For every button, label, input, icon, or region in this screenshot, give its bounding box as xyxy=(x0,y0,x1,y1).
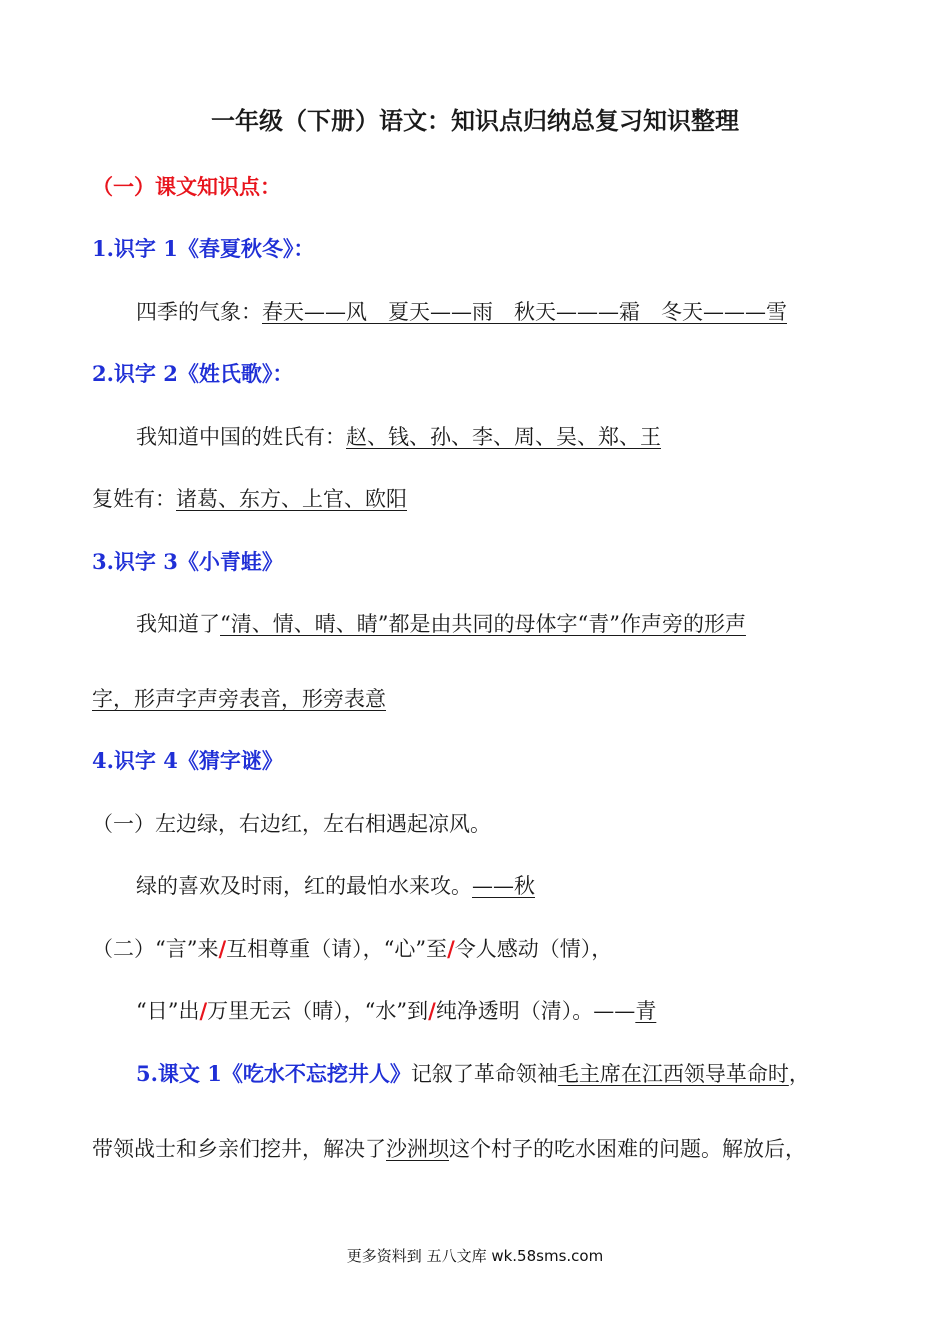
phonetic-line-1 xyxy=(136,610,746,638)
surnames-line xyxy=(136,423,661,451)
lesson-5-answer: 毛主席在江西领导革命时 xyxy=(557,1062,789,1086)
footer-source: 更多资料到 五八文库 wk.58sms.com xyxy=(346,1247,604,1265)
lesson-5-text: 记叙了革命领袖 xyxy=(410,1062,558,1086)
riddle-2-line-1 xyxy=(92,935,612,963)
lesson-5-line-1 xyxy=(136,1060,810,1088)
phonetic-line-2 xyxy=(92,685,386,713)
section-heading: （一）课文知识点： xyxy=(92,174,281,199)
riddle-2-answer: 青 xyxy=(635,999,657,1023)
lesson-heading-4: 4.识字 4《猜字谜》 xyxy=(92,748,283,773)
compound-surnames-label: 复姓有： xyxy=(92,487,176,511)
lesson-5-comma: ， xyxy=(788,1062,810,1086)
lesson-5-text-3: 这个村子的吃水困难的问题。解放后， xyxy=(449,1137,806,1161)
lesson-5-place: 沙洲坝 xyxy=(386,1137,449,1161)
seasons-label: 四季的气象： xyxy=(136,300,262,324)
riddle-1-answer: ——秋 xyxy=(472,874,535,898)
riddle-1-line-1: （一）左边绿，右边红，左右相遇起凉风。 xyxy=(92,812,491,836)
slash-mark: / xyxy=(447,936,455,961)
riddle-1-text: 绿的喜欢及时雨，红的最怕水来攻。 xyxy=(136,874,472,898)
phonetic-answer-2: 字，形声字声旁表音，形旁表意 xyxy=(92,687,386,711)
riddle-2-part-a: （二）“言”来 xyxy=(92,937,219,961)
riddle-2-part-b: 互相尊重（请），“心”至 xyxy=(226,937,448,961)
lesson-heading-1: 1.识字 1《春夏秋冬》： xyxy=(92,236,315,261)
slash-mark: / xyxy=(218,936,227,961)
slash-mark: / xyxy=(428,998,436,1023)
riddle-2-line-2 xyxy=(136,997,656,1025)
seasons-answer: 春天——风 夏天——雨 秋天———霜 冬天———雪 xyxy=(262,300,787,324)
riddle-2-part-f: 纯净透明（清）。—— xyxy=(435,999,636,1023)
compound-surnames-answer: 诸葛、东方、上官、欧阳 xyxy=(176,487,407,511)
lesson-heading-2: 2.识字 2《姓氏歌》： xyxy=(92,361,294,386)
surnames-label: 我知道中国的姓氏有： xyxy=(136,425,346,449)
phonetic-answer-1: “清、情、晴、睛”都是由共同的母体字“青”作声旁的形声 xyxy=(220,612,746,636)
riddle-2-part-c: 令人感动（情）， xyxy=(454,937,613,961)
riddle-1-line-2 xyxy=(136,872,535,900)
surnames-answer: 赵、钱、孙、李、周、吴、郑、王 xyxy=(346,425,661,449)
lesson-heading-5: 5.课文 1《吃水不忘挖井人》 xyxy=(136,1061,411,1086)
lesson-5-text-2: 带领战士和乡亲们挖井，解决了 xyxy=(92,1137,386,1161)
compound-surnames-line xyxy=(92,485,407,513)
page-title: 一年级（下册）语文：知识点归纳总复习知识整理 xyxy=(211,106,739,135)
lesson-5-line-2 xyxy=(92,1135,806,1163)
riddle-2-part-d: “日”出 xyxy=(136,999,200,1023)
lesson-heading-3: 3.识字 3《小青蛙》 xyxy=(92,549,283,574)
phonetic-label: 我知道了 xyxy=(136,612,220,636)
seasons-line xyxy=(136,298,787,326)
slash-mark: / xyxy=(199,998,208,1023)
riddle-2-part-e: 万里无云（晴），“水”到 xyxy=(207,999,429,1023)
